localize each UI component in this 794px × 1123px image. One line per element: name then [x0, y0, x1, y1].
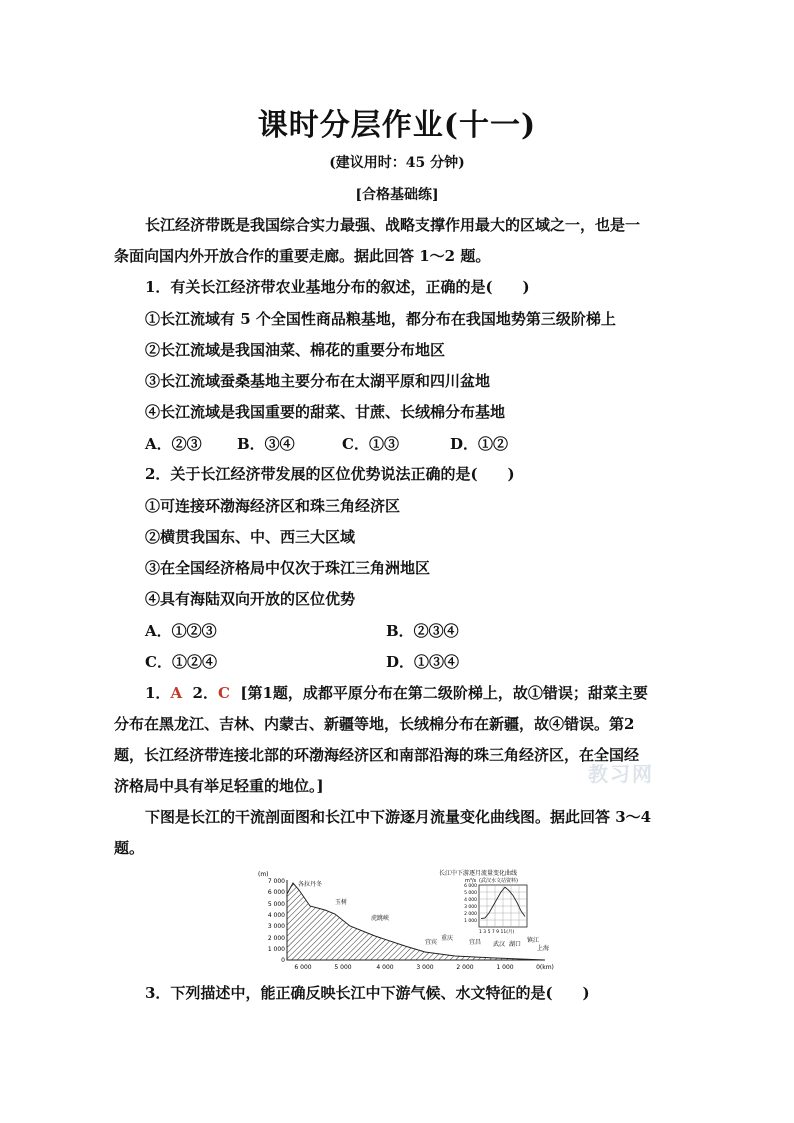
q2-option-c[interactable]: C．①②④ — [145, 653, 217, 671]
inset-y-tick-3000: 3 000 — [464, 905, 477, 910]
q2-item-4: ④具有海陆双向开放的区位优势 — [145, 590, 356, 608]
place-yibin: 宜宾 — [425, 939, 438, 946]
answer-line-4: 济格局中具有举足轻重的地位。] — [114, 777, 324, 795]
river-profile-svg — [255, 866, 555, 974]
x-tick-2000: 2 000 — [456, 964, 474, 971]
x-tick-4000: 4 000 — [376, 964, 394, 971]
place-hukou: 湖口 — [509, 941, 522, 948]
x-tick-6000: 6 000 — [294, 964, 312, 971]
place-chongqing: 重庆 — [441, 935, 454, 942]
inset-source: (武汉水文站资料) — [479, 878, 518, 884]
y-tick-5000: 5 000 — [267, 901, 285, 908]
y-tick-7000: 7 000 — [267, 878, 285, 885]
inset-y-tick-6000: 6 000 — [464, 884, 477, 889]
q1-option-a[interactable]: A．②③ — [145, 435, 202, 453]
q1-option-b[interactable]: B．③④ — [237, 435, 295, 453]
q1-item-1: ①长江流域有 5 个全国性商品粮基地，都分布在我国地势第三级阶梯上 — [145, 310, 616, 328]
inset-x-ticks: 1 3 5 7 9 11(月) — [479, 930, 515, 935]
y-tick-4000: 4 000 — [267, 912, 285, 919]
y-tick-0: 0 — [281, 957, 285, 964]
x-tick-5000: 5 000 — [334, 964, 352, 971]
y-tick-3000: 3 000 — [267, 923, 285, 930]
place-wuhan: 武汉 — [493, 941, 506, 948]
intro-line-2: 条面向国内外开放合作的重要走廊。据此回答 1～2 题。 — [114, 247, 491, 265]
river-profile-figure — [255, 866, 555, 974]
answer-line-3: 题，长江经济带连接北部的环渤海经济区和南部沿海的珠三角经济区，在全国经 — [114, 746, 640, 764]
q2-item-1: ①可连接环渤海经济区和珠三角经济区 — [145, 497, 401, 515]
q2-item-2: ②横贯我国东、中、西三大区域 — [145, 528, 356, 546]
inset-title: 长江中下游逐月流量变化曲线 — [439, 870, 518, 877]
intro2-line-1: 下图是长江的干流剖面图和长江中下游逐月流量变化曲线图。据此回答 3～4 — [145, 808, 652, 826]
answer-explanation-1: [第1题，成都平原分布在第二级阶梯上，故①错误；甜菜主要 — [240, 684, 648, 702]
answer-1: A — [170, 684, 183, 702]
answer-2: C — [217, 684, 230, 702]
watermark: 教习网 — [588, 762, 654, 786]
y-unit: (m) — [258, 871, 269, 878]
x-tick-0: 0(km) — [536, 964, 554, 971]
river-profile-area — [287, 883, 545, 960]
inset-unit: m³/s — [465, 878, 477, 884]
place-shanghai: 上海 — [537, 945, 550, 952]
q2-option-d[interactable]: D．①③④ — [386, 653, 460, 671]
place-yushu: 玉树 — [335, 899, 348, 906]
q3-stem: 3．下列描述中，能正确反映长江中下游气候、水文特征的是( ) — [145, 984, 590, 1002]
y-tick-6000: 6 000 — [267, 889, 285, 896]
page-title: 课时分层作业(十一) — [257, 108, 537, 143]
answer-prefix-1: 1． — [145, 684, 171, 702]
inset-y-tick-2000: 2 000 — [464, 912, 477, 917]
place-zhenjiang: 镇江 — [527, 937, 540, 944]
place-geladandong: 各拉丹冬 — [298, 881, 323, 888]
answer-line-2: 分布在黑龙江、吉林、内蒙古、新疆等地，长绒棉分布在新疆，故④错误。第2 — [114, 715, 635, 733]
section-heading: [合格基础练] — [355, 187, 439, 203]
inset-y-tick-1000: 1 000 — [464, 919, 477, 924]
q2-stem: 2．关于长江经济带发展的区位优势说法正确的是( ) — [145, 465, 515, 483]
x-tick-3000: 3 000 — [416, 964, 434, 971]
q1-option-d[interactable]: D．①② — [450, 435, 509, 453]
q2-option-b[interactable]: B．②③④ — [386, 622, 459, 640]
inset-y-tick-4000: 4 000 — [464, 898, 477, 903]
place-hutiaoxia: 虎跳峡 — [371, 915, 390, 922]
q2-item-3: ③在全国经济格局中仅次于珠江三角洲地区 — [145, 559, 431, 577]
time-note: (建议用时：45 分钟) — [329, 155, 465, 171]
inset-y-tick-5000: 5 000 — [464, 891, 477, 896]
q1-item-2: ②长江流域是我国油菜、棉花的重要分布地区 — [145, 341, 446, 359]
q1-stem: 1．有关长江经济带农业基地分布的叙述，正确的是( ) — [145, 278, 530, 296]
y-tick-2000: 2 000 — [267, 935, 285, 942]
q1-item-4: ④长江流域是我国重要的甜菜、甘蔗、长绒棉分布基地 — [145, 403, 506, 421]
q1-item-3: ③长江流域蚕桑基地主要分布在太湖平原和四川盆地 — [145, 372, 491, 390]
x-tick-1000: 1 000 — [496, 964, 514, 971]
answer-line-1 — [145, 682, 715, 704]
intro2-line-2: 题。 — [114, 839, 145, 857]
place-yichang: 宜昌 — [469, 939, 482, 946]
q2-option-a[interactable]: A．①②③ — [145, 622, 217, 640]
q1-option-c[interactable]: C．①③ — [342, 435, 399, 453]
answer-prefix-2: 2． — [192, 684, 218, 702]
intro-line-1: 长江经济带既是我国综合实力最强、战略支撑作用最大的区域之一，也是一 — [145, 216, 641, 234]
y-tick-1000: 1 000 — [267, 946, 285, 953]
